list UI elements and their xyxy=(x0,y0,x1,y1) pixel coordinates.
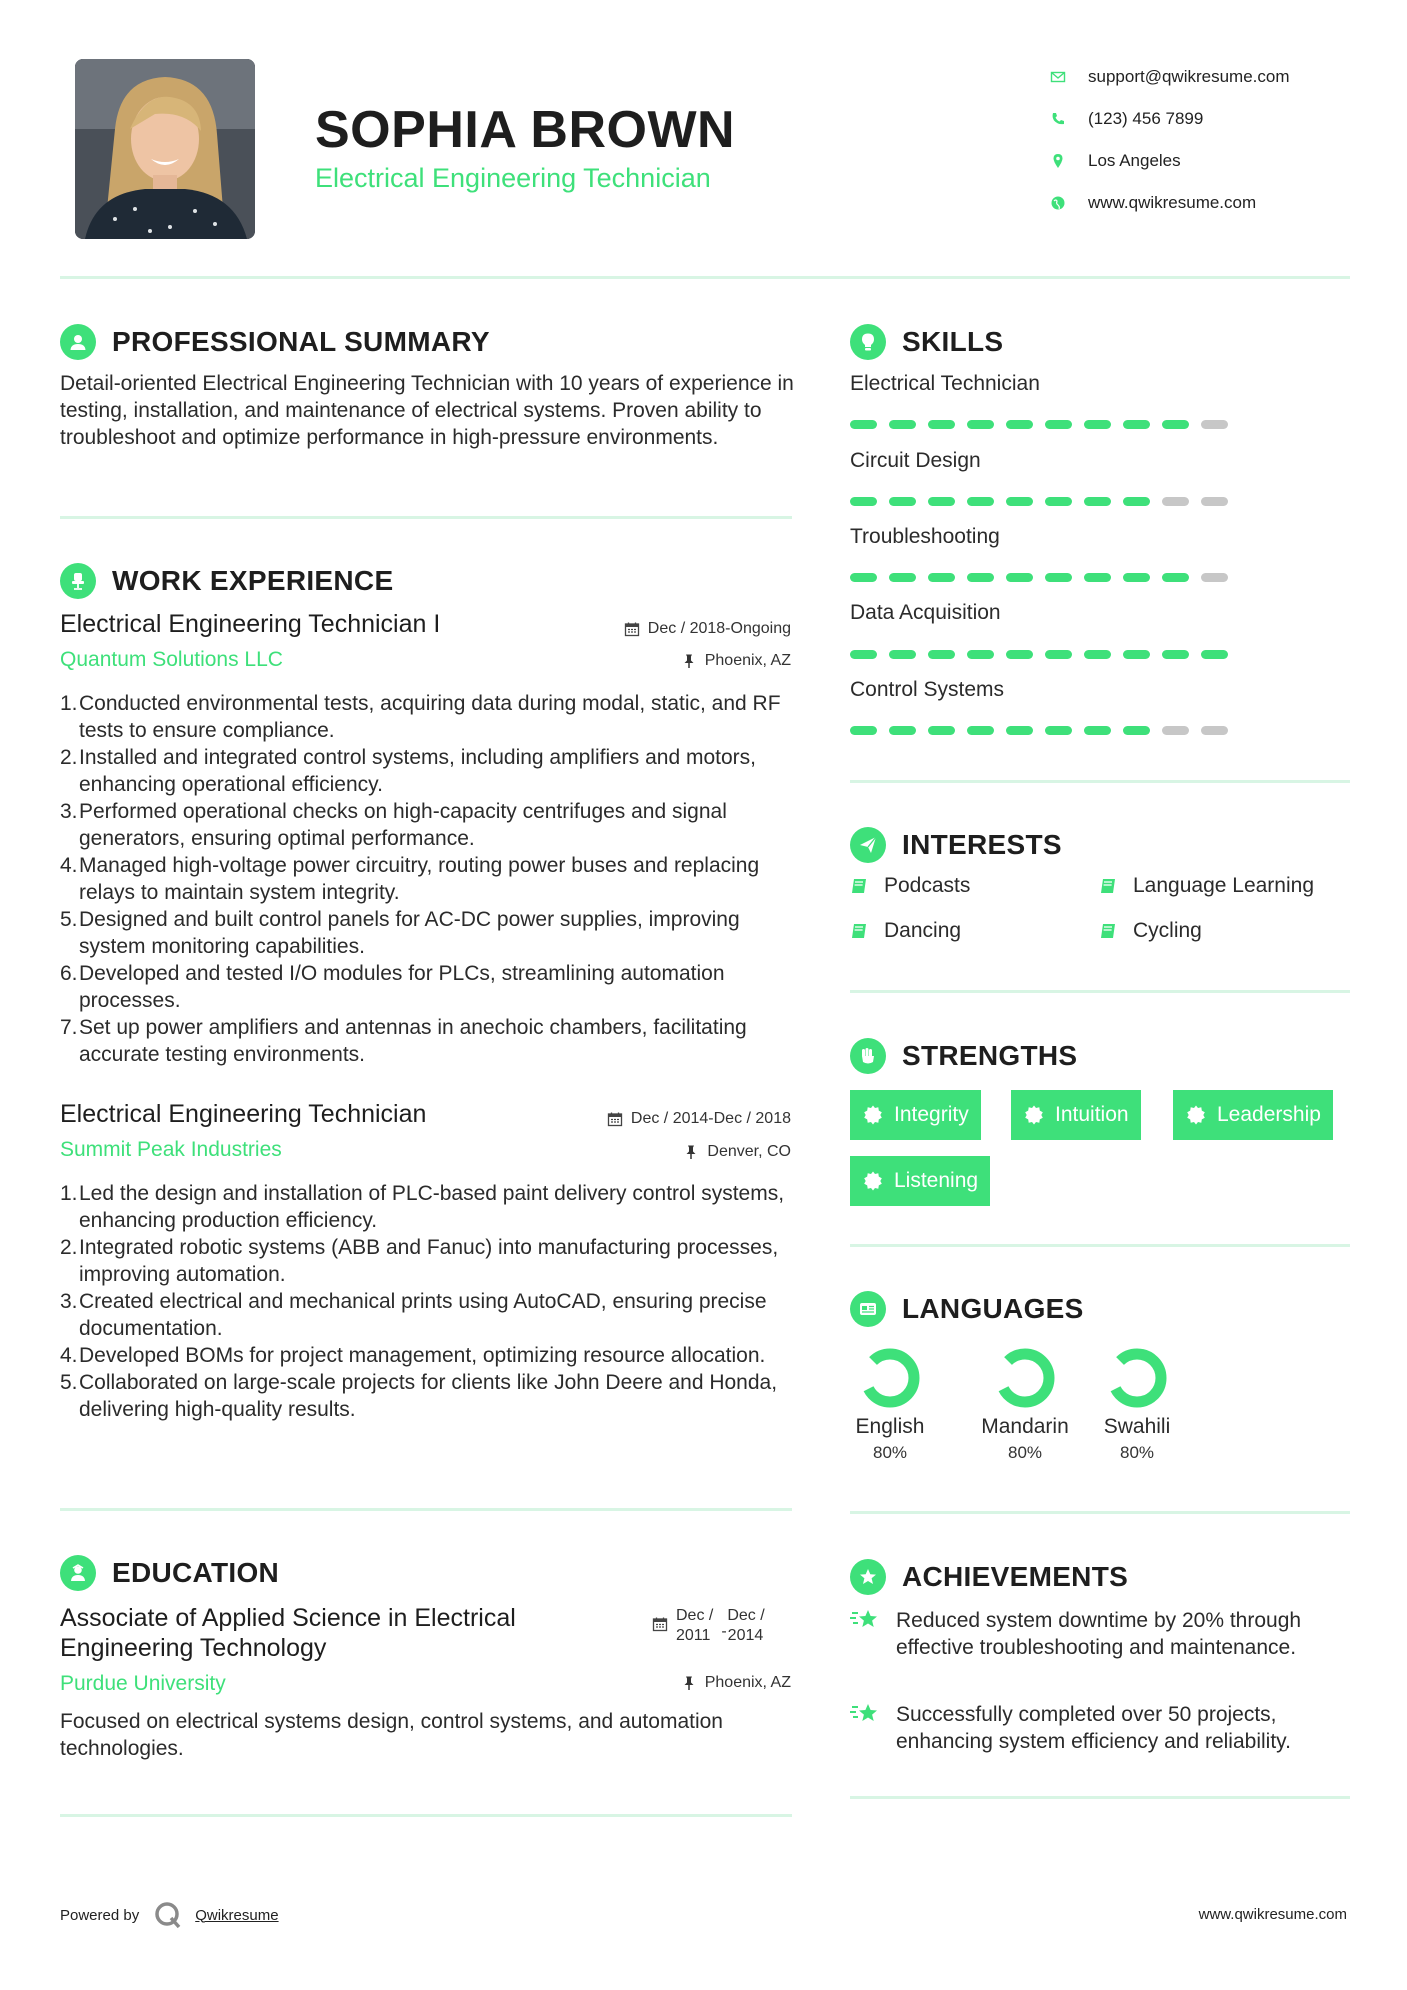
map-pin-icon xyxy=(1050,153,1088,169)
list-item: 4. Developed BOMs for project management, optimizing resource allocation. xyxy=(60,1344,766,1367)
candidate-role: Electrical Engineering Technician xyxy=(315,163,711,193)
strength-chip xyxy=(850,1156,990,1206)
education-location xyxy=(681,1674,791,1692)
interest-label: Cycling xyxy=(1133,919,1202,942)
skill-rating xyxy=(850,726,1240,735)
list-item: 3. Created electrical and mechanical prints using AutoCAD, ensuring precise documentation. xyxy=(60,1290,767,1340)
pushpin-icon xyxy=(681,1675,697,1691)
contact-phone-text: (123) 456 7899 xyxy=(1088,109,1204,128)
education-heading xyxy=(60,1555,279,1591)
star-badge-icon xyxy=(850,1559,886,1595)
skill-dash-filled xyxy=(889,726,916,735)
list-item: 2. Installed and integrated control systems, including amplifiers and motors, enhancing operational efficiency. xyxy=(60,746,757,796)
profile-photo xyxy=(75,59,255,239)
summary-text: Detail-oriented Electrical Engineering Technician with 10 years of experience in testing, installation, and maintenance of electrical systems. Proven ability to troubleshoot and optimize performance in high-pressure environments. xyxy=(60,372,794,449)
strength-chip xyxy=(1011,1090,1141,1140)
interest-item xyxy=(1099,874,1314,898)
education-divider xyxy=(60,1814,792,1817)
contact-email-text: support@qwikresume.com xyxy=(1088,67,1290,86)
education-dates xyxy=(652,1606,765,1646)
badge-icon xyxy=(1023,1104,1045,1126)
language-progress-ring xyxy=(859,1347,921,1409)
skills-title: SKILLS xyxy=(902,326,1004,357)
achievements-divider xyxy=(850,1796,1350,1799)
skill-dash-filled xyxy=(1084,573,1111,582)
skill-dash-empty xyxy=(1201,726,1228,735)
skill-dash-filled xyxy=(1006,726,1033,735)
skill-rating xyxy=(850,497,1240,506)
list-item: 5. Designed and built control panels for AC-DC power supplies, improving system monitoring capabilities. xyxy=(60,908,740,958)
languages-title: LANGUAGES xyxy=(902,1293,1084,1324)
contact-block xyxy=(1050,56,1380,224)
skills-heading xyxy=(850,324,1003,360)
skill-dash-filled xyxy=(1045,497,1072,506)
summary-heading xyxy=(60,324,490,360)
footer-powered-by xyxy=(60,1900,279,1930)
education-end-month: Dec / xyxy=(727,1607,765,1624)
badge-icon xyxy=(1185,1104,1207,1126)
envelope-icon xyxy=(1050,69,1088,85)
candidate-name: SOPHIA BROWN xyxy=(315,101,736,159)
skill-dash-filled xyxy=(1201,650,1228,659)
star-icon xyxy=(850,1607,882,1635)
job-2-company: Summit Peak Industries xyxy=(60,1138,282,1161)
education-location-text: Phoenix, AZ xyxy=(704,1674,791,1691)
language-name: Mandarin xyxy=(981,1415,1069,1438)
interest-label: Dancing xyxy=(884,919,962,942)
strength-chip xyxy=(1173,1090,1333,1140)
interest-item xyxy=(850,874,970,898)
achievements-title: ACHIEVEMENTS xyxy=(902,1561,1129,1592)
skill-dash-filled xyxy=(850,497,877,506)
summary-divider xyxy=(60,516,792,519)
skill-dash-filled xyxy=(1123,573,1150,582)
interests-title: INTERESTS xyxy=(902,829,1062,860)
job-1-location xyxy=(681,652,791,670)
experience-title: WORK EXPERIENCE xyxy=(112,565,394,596)
language-percent: 80% xyxy=(872,1443,908,1462)
skill-dash-filled xyxy=(967,573,994,582)
skill-name: Data Acquisition xyxy=(850,601,1001,624)
education-date-separator: - xyxy=(721,1623,727,1640)
skill-dash-filled xyxy=(850,650,877,659)
summary-title: PROFESSIONAL SUMMARY xyxy=(112,326,490,357)
list-item: 1. Led the design and installation of PLC-based paint delivery control systems, enhancing production efficiency. xyxy=(60,1182,785,1232)
skill-dash-filled xyxy=(1045,420,1072,429)
skill-dash-filled xyxy=(1045,726,1072,735)
skill-dash-filled xyxy=(1006,650,1033,659)
achievements-heading xyxy=(850,1559,1128,1595)
education-description: Focused on electrical systems design, control systems, and automation technologies. xyxy=(60,1710,723,1760)
language-progress-ring xyxy=(994,1347,1056,1409)
graduate-icon xyxy=(60,1555,96,1591)
footer-website[interactable]: www.qwikresume.com xyxy=(1198,1906,1347,1923)
job-2-dates xyxy=(607,1110,791,1128)
achievement-item xyxy=(850,1607,1350,1661)
education-school: Purdue University xyxy=(60,1672,226,1695)
job-2-title: Electrical Engineering Technician xyxy=(60,1100,427,1128)
skill-dash-filled xyxy=(928,573,955,582)
skill-dash-filled xyxy=(1162,573,1189,582)
education-title: EDUCATION xyxy=(112,1557,280,1588)
skill-dash-filled xyxy=(850,420,877,429)
experience-divider xyxy=(60,1508,792,1511)
skill-dash-filled xyxy=(1084,420,1111,429)
education-date-start xyxy=(676,1606,713,1646)
skill-dash-filled xyxy=(928,497,955,506)
skill-dash-filled xyxy=(889,420,916,429)
skill-dash-filled xyxy=(889,497,916,506)
paper-plane-icon xyxy=(850,827,886,863)
skill-dash-filled xyxy=(928,726,955,735)
calendar-icon xyxy=(624,621,640,637)
language-item xyxy=(1082,1347,1192,1463)
education-start-month: Dec / xyxy=(676,1607,714,1624)
calendar-icon xyxy=(652,1616,668,1632)
education-date-end xyxy=(721,1606,765,1646)
skill-dash-filled xyxy=(850,573,877,582)
education-degree: Associate of Applied Science in Electrical Engineering Technology xyxy=(60,1604,516,1662)
book-icon xyxy=(1099,921,1119,941)
achievement-text: Reduced system downtime by 20% through effective troubleshooting and maintenance. xyxy=(896,1609,1302,1659)
book-icon xyxy=(850,921,870,941)
education-end-row xyxy=(721,1623,764,1646)
skill-rating xyxy=(850,650,1240,659)
skill-dash-filled xyxy=(889,650,916,659)
badge-icon xyxy=(862,1104,884,1126)
contact-website[interactable] xyxy=(1050,182,1380,224)
contact-location-text: Los Angeles xyxy=(1088,151,1181,170)
job-1-bullets xyxy=(60,690,799,1068)
interests-divider xyxy=(850,990,1350,993)
skill-dash-filled xyxy=(1006,497,1033,506)
skill-dash-filled xyxy=(1045,650,1072,659)
skill-dash-empty xyxy=(1201,497,1228,506)
pushpin-icon xyxy=(681,653,697,669)
experience-heading xyxy=(60,563,393,599)
language-progress-ring xyxy=(1106,1347,1168,1409)
skill-dash-filled xyxy=(1162,420,1189,429)
skill-dash-filled xyxy=(1006,420,1033,429)
contact-phone[interactable] xyxy=(1050,98,1380,140)
skill-dash-empty xyxy=(1162,497,1189,506)
powered-by-text: Powered by xyxy=(60,1906,140,1924)
pushpin-icon xyxy=(683,1144,699,1160)
skill-rating xyxy=(850,573,1240,582)
language-percent: 80% xyxy=(1119,1443,1155,1462)
job-1-company: Quantum Solutions LLC xyxy=(60,648,283,671)
job-2-location-text: Denver, CO xyxy=(707,1143,791,1160)
user-icon xyxy=(60,324,96,360)
skill-dash-filled xyxy=(1123,726,1150,735)
achievement-text: Successfully completed over 50 projects, enhancing system efficiency and reliability. xyxy=(896,1703,1291,1753)
education-start-year: 2011 xyxy=(676,1627,711,1644)
job-1-location-text: Phoenix, AZ xyxy=(704,652,791,669)
skill-name: Electrical Technician xyxy=(850,372,1040,395)
job-2-bullets xyxy=(60,1180,799,1423)
header-divider xyxy=(60,276,1350,279)
skill-dash-filled xyxy=(1123,650,1150,659)
book-icon xyxy=(1099,876,1119,896)
interests-heading xyxy=(850,827,1062,863)
skill-dash-empty xyxy=(1201,420,1228,429)
strengths-heading xyxy=(850,1038,1077,1074)
skill-rating xyxy=(850,420,1240,429)
list-item: 4. Managed high-voltage power circuitry, routing power buses and replacing relays to maintain system integrity. xyxy=(60,854,760,904)
skill-dash-empty xyxy=(1201,573,1228,582)
strength-label: Listening xyxy=(894,1169,979,1192)
skill-name: Circuit Design xyxy=(850,449,981,472)
skill-dash-filled xyxy=(928,420,955,429)
skill-dash-filled xyxy=(1084,497,1111,506)
language-percent: 80% xyxy=(1007,1443,1043,1462)
skill-dash-filled xyxy=(1045,573,1072,582)
lightbulb-icon xyxy=(850,324,886,360)
skill-dash-filled xyxy=(889,573,916,582)
skill-dash-filled xyxy=(850,726,877,735)
contact-location xyxy=(1050,140,1380,182)
skill-dash-filled xyxy=(967,726,994,735)
contact-email[interactable] xyxy=(1050,56,1380,98)
skill-dash-filled xyxy=(967,420,994,429)
badge-icon xyxy=(862,1170,884,1192)
id-card-icon xyxy=(850,1291,886,1327)
list-item: 7. Set up power amplifiers and antennas in anechoic chambers, facilitating accurate testing environments. xyxy=(60,1016,747,1066)
interest-item xyxy=(850,919,961,943)
skill-dash-filled xyxy=(1123,497,1150,506)
languages-divider xyxy=(850,1511,1350,1514)
phone-icon xyxy=(1050,111,1088,127)
skill-dash-filled xyxy=(1162,650,1189,659)
job-1-dates xyxy=(624,620,791,638)
job-1-title: Electrical Engineering Technician I xyxy=(60,610,441,638)
job-1-dates-text: Dec / 2018-Ongoing xyxy=(647,620,791,637)
portrait-image xyxy=(75,59,255,239)
strengths-divider xyxy=(850,1244,1350,1247)
fist-icon xyxy=(850,1038,886,1074)
skill-dash-filled xyxy=(1084,650,1111,659)
globe-icon xyxy=(1050,195,1088,211)
achievement-item xyxy=(850,1701,1350,1755)
skill-dash-filled xyxy=(1006,573,1033,582)
strength-label: Leadership xyxy=(1217,1103,1321,1126)
contact-website-text: www.qwikresume.com xyxy=(1088,193,1257,212)
strength-label: Intuition xyxy=(1055,1103,1129,1126)
interest-label: Podcasts xyxy=(884,874,971,897)
skill-dash-empty xyxy=(1162,726,1189,735)
education-end-year: 2014 xyxy=(727,1627,764,1644)
skill-dash-filled xyxy=(967,497,994,506)
list-item: 6. Developed and tested I/O modules for PLCs, streamlining automation processes. xyxy=(60,962,725,1012)
star-icon xyxy=(850,1701,882,1729)
skill-dash-filled xyxy=(928,650,955,659)
interest-label: Language Learning xyxy=(1133,874,1315,897)
list-item: 3. Performed operational checks on high-capacity centrifuges and signal generators, ensuring optimal performance. xyxy=(60,800,727,850)
skill-dash-filled xyxy=(1123,420,1150,429)
strength-label: Integrity xyxy=(894,1103,969,1126)
job-2-dates-text: Dec / 2014-Dec / 2018 xyxy=(630,1110,791,1127)
skill-dash-filled xyxy=(1084,726,1111,735)
calendar-icon xyxy=(607,1111,623,1127)
language-item xyxy=(835,1347,945,1463)
skill-name: Troubleshooting xyxy=(850,525,1000,548)
skills-divider xyxy=(850,780,1350,783)
language-name: Swahili xyxy=(1103,1415,1171,1438)
footer-brand-link[interactable]: Qwikresume xyxy=(195,1906,279,1924)
job-2-location xyxy=(683,1143,791,1161)
language-name: English xyxy=(855,1415,925,1438)
list-item: 2. Integrated robotic systems (ABB and Fanuc) into manufacturing processes, improving automation. xyxy=(60,1236,779,1286)
strength-chip xyxy=(850,1090,981,1140)
book-icon xyxy=(850,876,870,896)
list-item: 1. Conducted environmental tests, acquiring data during modal, static, and RF tests to ensure compliance. xyxy=(60,692,781,742)
language-item xyxy=(970,1347,1080,1463)
chair-icon xyxy=(60,563,96,599)
languages-heading xyxy=(850,1291,1084,1327)
skill-dash-filled xyxy=(967,650,994,659)
list-item: 5. Collaborated on large-scale projects for clients like John Deere and Honda, delivering high-quality results. xyxy=(60,1371,778,1421)
qwikresume-logo-icon xyxy=(153,1900,183,1930)
interest-item xyxy=(1099,919,1202,943)
skill-name: Control Systems xyxy=(850,678,1005,701)
strengths-title: STRENGTHS xyxy=(902,1040,1078,1071)
